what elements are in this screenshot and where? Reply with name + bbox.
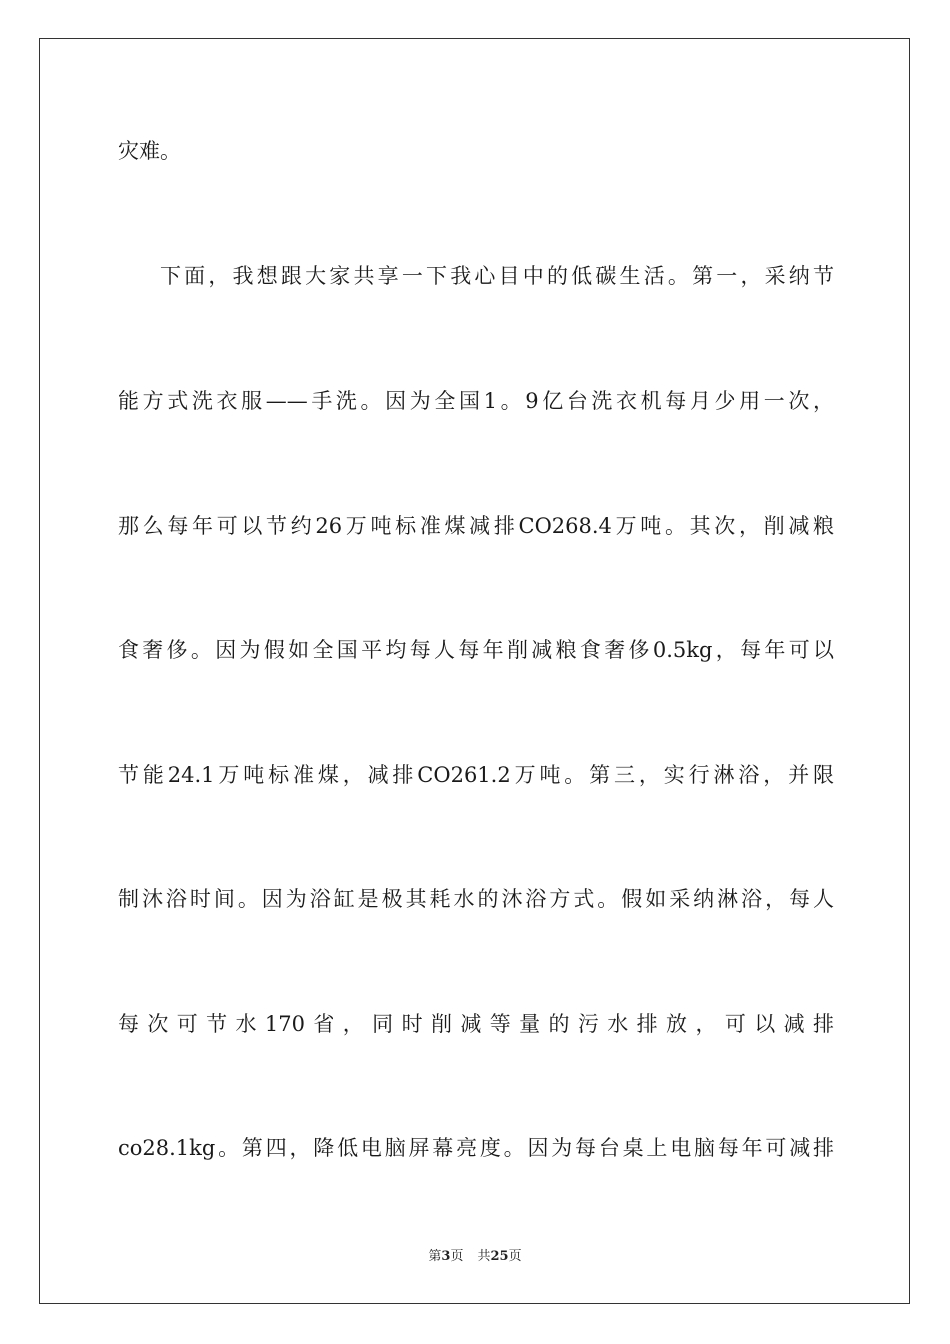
page-border xyxy=(39,38,910,1304)
text-line-5: 食奢侈。因为假如全国平均每人每年削减粮食奢侈0.5kg，每年可以 xyxy=(118,638,834,662)
text-line-4: 那么每年可以节约26万吨标准煤减排CO268.4万吨。其次，削减粮 xyxy=(118,514,834,538)
footer-total-pages: 25 xyxy=(490,1249,509,1264)
text-line-9: co28.1kg。第四，降低电脑屏幕亮度。因为每台桌上电脑每年可减排 xyxy=(118,1136,834,1160)
text-line-1: 灾难。 xyxy=(118,139,181,163)
text-line-2: 下面，我想跟大家共享一下我心目中的低碳生活。第一，采纳节 xyxy=(160,264,834,288)
text-line-3: 能方式洗衣服——手洗。因为全国1。9亿台洗衣机每月少用一次， xyxy=(118,389,834,413)
footer-page-number: 3 xyxy=(441,1249,451,1264)
page-footer xyxy=(0,1248,950,1266)
footer-page-suffix: 页 xyxy=(450,1249,464,1264)
footer-total-suffix: 页 xyxy=(508,1249,522,1264)
footer-page-prefix: 第 xyxy=(428,1249,442,1264)
text-line-6: 节能24.1万吨标准煤，减排CO261.2万吨。第三，实行淋浴，并限 xyxy=(118,763,834,787)
text-line-8: 每次可节水170省，同时削减等量的污水排放，可以减排 xyxy=(118,1012,834,1036)
footer-total-prefix: 共 xyxy=(477,1249,491,1264)
text-line-7: 制沐浴时间。因为浴缸是极其耗水的沐浴方式。假如采纳淋浴，每人 xyxy=(118,887,834,911)
